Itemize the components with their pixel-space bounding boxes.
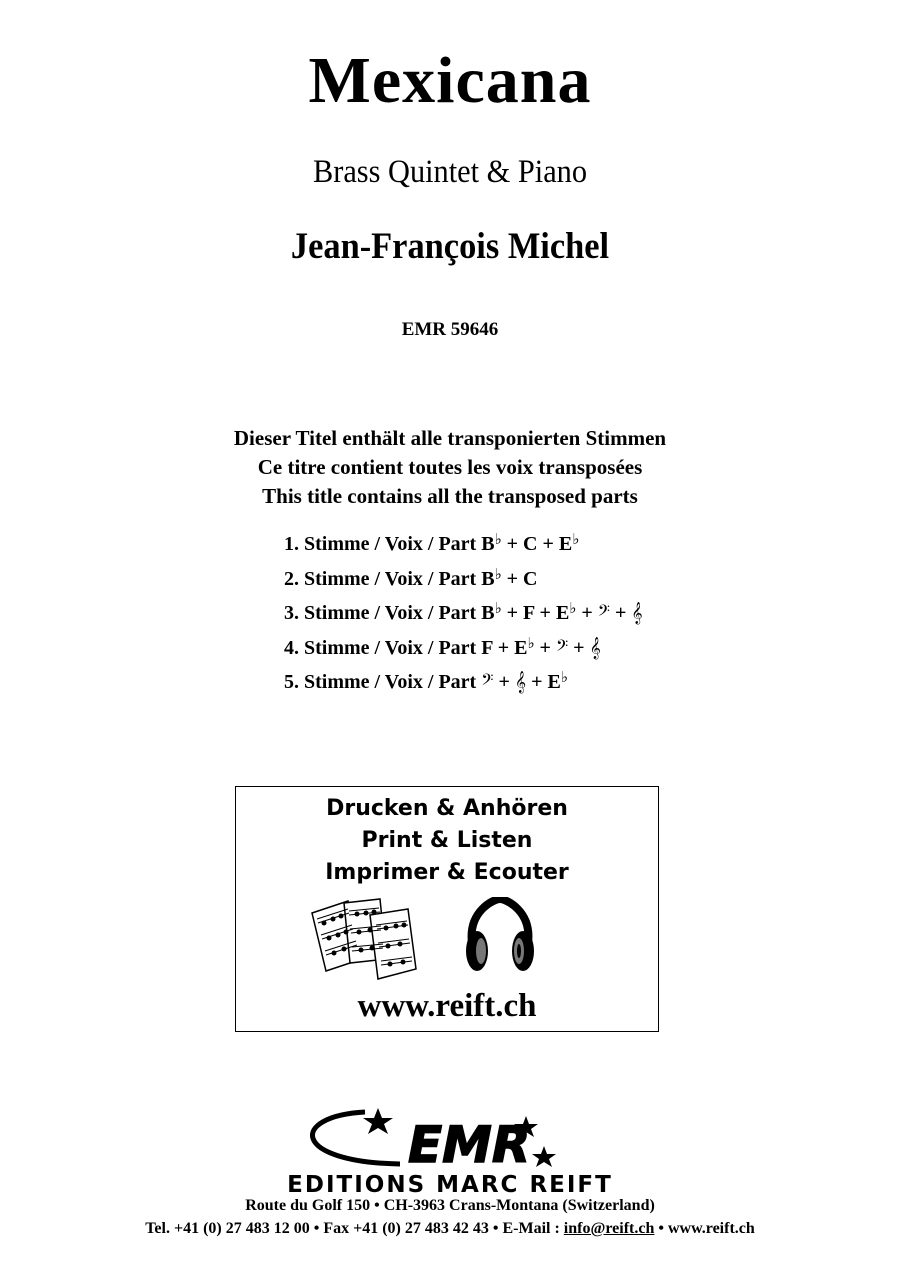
page-title: Mexicana xyxy=(308,44,592,117)
bass-clef-icon: 𝄢 xyxy=(481,671,494,693)
notice-german: Dieser Titel enthält alle transponierten Stimmen xyxy=(233,426,667,450)
parts-list xyxy=(284,525,643,698)
email-link[interactable]: info@reift.ch xyxy=(563,1220,655,1237)
treble-clef-icon: 𝄞 xyxy=(514,671,527,693)
treble-clef-icon: 𝄞 xyxy=(631,602,643,624)
flat-icon: ♭ xyxy=(572,532,580,548)
part-row-2: 2. Stimme / Voix / Part B♭ + C xyxy=(284,566,538,590)
headphones-icon xyxy=(464,897,536,975)
logo-text: EMR xyxy=(408,1116,531,1174)
promo-line-french: Imprimer & Ecouter xyxy=(325,860,569,885)
promo-line-english: Print & Listen xyxy=(361,828,533,853)
publisher-contact: Tel. +41 (0) 27 483 12 00 • Fax +41 (0) 27 483 42 43 • E-Mail : info@reift.ch • www.reift.ch xyxy=(145,1220,755,1237)
bass-clef-icon: 𝄢 xyxy=(555,636,569,659)
publisher-address: Route du Golf 150 • CH-3963 Crans-Montana (Switzerland) xyxy=(245,1197,655,1214)
flat-icon: ♭ xyxy=(527,635,535,652)
promo-website[interactable]: www.reift.ch xyxy=(357,988,537,1024)
notice-english: This title contains all the transposed parts xyxy=(262,484,638,508)
print-listen-box xyxy=(235,786,659,1032)
emr-logo-icon xyxy=(250,1104,650,1176)
part-row-5: 5. Stimme / Voix / Part 𝄢 + 𝄞 + E♭ xyxy=(284,670,568,693)
flat-icon: ♭ xyxy=(494,532,502,548)
flat-icon: ♭ xyxy=(494,566,502,583)
treble-clef-icon: 𝄞 xyxy=(589,636,601,659)
promo-text xyxy=(236,793,658,889)
flat-icon: ♭ xyxy=(560,670,568,686)
notice-french: Ce titre contient toutes les voix transposées xyxy=(257,455,643,479)
transposed-parts-notice xyxy=(0,424,900,511)
publisher-name: EDITIONS MARC REIFT xyxy=(287,1172,613,1198)
bass-clef-icon: 𝄢 xyxy=(597,602,610,624)
composer-name: Jean-François Michel xyxy=(290,226,610,267)
flat-icon: ♭ xyxy=(569,601,577,617)
catalog-number: EMR 59646 xyxy=(401,319,499,340)
flat-icon: ♭ xyxy=(494,601,502,617)
sheet-music-icon xyxy=(308,897,420,983)
part-row-4: 4. Stimme / Voix / Part F + E♭ + 𝄢 + 𝄞 xyxy=(284,635,601,659)
promo-line-german: Drucken & Anhören xyxy=(326,796,568,821)
part-row-1: 1. Stimme / Voix / Part B♭ + C + E♭ xyxy=(284,532,580,555)
instrumentation-subtitle: Brass Quintet & Piano xyxy=(312,154,588,190)
part-row-3: 3. Stimme / Voix / Part B♭ + F + E♭ + 𝄢 + 𝄞 xyxy=(284,601,643,624)
